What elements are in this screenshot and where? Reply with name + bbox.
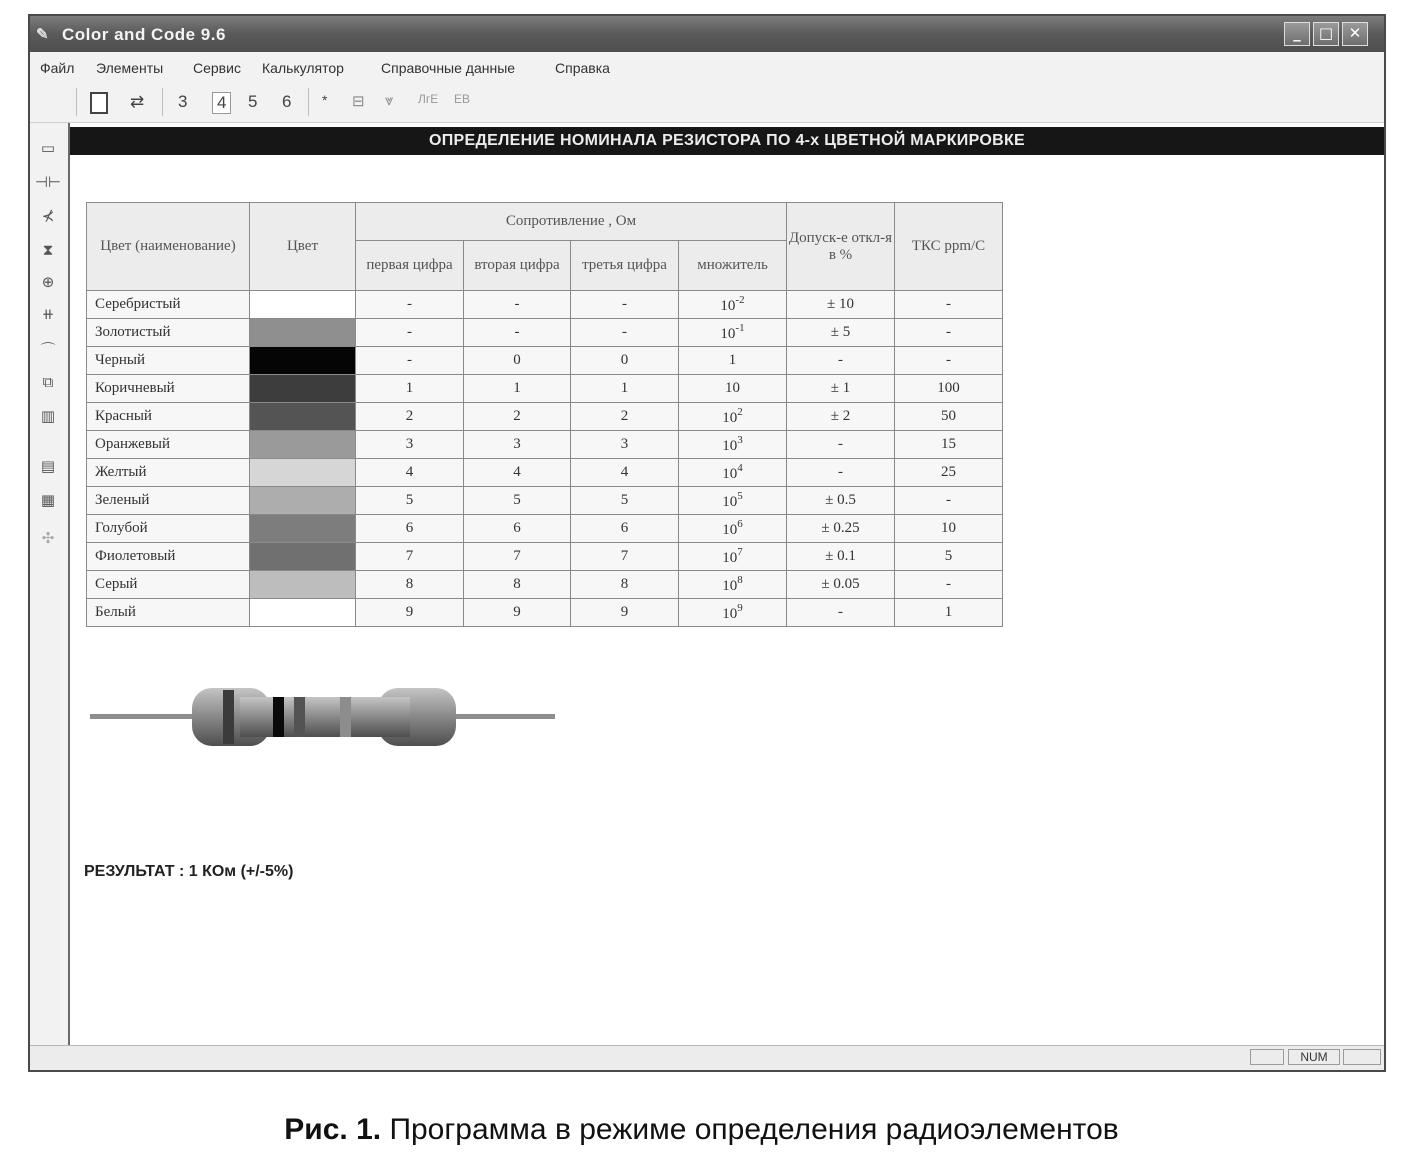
cell-color-swatch: [250, 515, 356, 543]
multiplier-base: 10: [722, 550, 738, 566]
app-window: [28, 14, 1386, 1072]
cell-color-swatch: [250, 459, 356, 487]
cell-tolerance: ± 0.25: [787, 515, 895, 543]
cell-tcr: -: [895, 571, 1003, 599]
transistor-tool-icon[interactable]: ⊀: [41, 207, 55, 225]
cell-tolerance: -: [787, 431, 895, 459]
status-bar: [30, 1045, 1384, 1070]
color-code-rows: [87, 291, 1003, 627]
multiplier-exponent: -1: [735, 322, 745, 334]
cell-tolerance: -: [787, 599, 895, 627]
multiplier-exponent: 7: [737, 546, 743, 558]
cell-multiplier: [679, 515, 787, 543]
toolbar-separator: [76, 88, 77, 116]
cell-tolerance: ± 0.1: [787, 543, 895, 571]
cell-second-digit: 7: [464, 543, 571, 571]
table-row: [87, 599, 1003, 627]
cell-third-digit: 2: [571, 403, 679, 431]
cell-third-digit: 0: [571, 347, 679, 375]
settings-tool-icon[interactable]: ✣: [41, 529, 55, 547]
header-second-digit: вторая цифра: [464, 241, 571, 291]
cell-color-swatch: [250, 431, 356, 459]
cell-tcr: 100: [895, 375, 1003, 403]
cell-color-name: Зеленый: [87, 487, 250, 515]
cell-first-digit: 4: [356, 459, 464, 487]
menu-bar: [30, 52, 1384, 82]
table-row: [87, 319, 1003, 347]
cell-first-digit: 9: [356, 599, 464, 627]
cell-color-name: Черный: [87, 347, 250, 375]
cell-multiplier: [679, 403, 787, 431]
cell-multiplier: [679, 319, 787, 347]
menu-service[interactable]: Сервис: [193, 60, 241, 76]
cell-tcr: -: [895, 291, 1003, 319]
cell-first-digit: 3: [356, 431, 464, 459]
cell-color-swatch: [250, 599, 356, 627]
multiplier-base: 10: [722, 466, 738, 482]
cell-second-digit: 3: [464, 431, 571, 459]
cell-multiplier: [679, 571, 787, 599]
cell-color-swatch: [250, 319, 356, 347]
resistor-body: [240, 697, 410, 737]
multiplier-base: 10: [722, 578, 738, 594]
app-icon: ✎: [36, 26, 49, 43]
multiplier-base: 10: [720, 326, 736, 342]
cell-third-digit: 8: [571, 571, 679, 599]
cell-third-digit: 9: [571, 599, 679, 627]
cell-tolerance: ± 1: [787, 375, 895, 403]
cell-tcr: 50: [895, 403, 1003, 431]
cell-multiplier: [679, 347, 787, 375]
window-title: Color and Code 9.6: [62, 25, 226, 44]
menu-elements[interactable]: Элементы: [96, 60, 164, 76]
zener-tool-icon[interactable]: ⊕: [41, 273, 55, 291]
cell-color-swatch: [250, 403, 356, 431]
cell-third-digit: -: [571, 319, 679, 347]
band-3-button[interactable]: 3: [178, 92, 188, 111]
cell-multiplier: [679, 599, 787, 627]
table-row: [87, 571, 1003, 599]
header-tolerance: Допуск-е откл-я в %: [787, 203, 895, 291]
status-panel-blank: [1343, 1049, 1381, 1065]
band-4-button[interactable]: 4: [212, 92, 231, 114]
inductor-icon[interactable]: ⩔: [385, 92, 394, 109]
cell-tolerance: -: [787, 459, 895, 487]
new-document-icon[interactable]: [90, 92, 108, 114]
cell-color-swatch: [250, 571, 356, 599]
cell-first-digit: -: [356, 291, 464, 319]
cell-tolerance: ± 0.05: [787, 571, 895, 599]
maximize-button[interactable]: □: [1313, 22, 1339, 46]
cell-tcr: 25: [895, 459, 1003, 487]
cell-tcr: 10: [895, 515, 1003, 543]
cell-first-digit: 7: [356, 543, 464, 571]
cell-multiplier: [679, 431, 787, 459]
multiplier-base: 10: [720, 298, 736, 314]
toolbar-separator: [162, 88, 163, 116]
multiplier-exponent: 4: [737, 462, 743, 474]
cell-multiplier: [679, 543, 787, 571]
table-row: [87, 543, 1003, 571]
multiplier-base: 10: [722, 606, 738, 622]
resistor-illustration: [90, 680, 560, 752]
multiplier-exponent: 3: [737, 434, 743, 446]
table-row: [87, 291, 1003, 319]
cell-second-digit: 4: [464, 459, 571, 487]
cell-color-swatch: [250, 347, 356, 375]
caption-label: Рис. 1.: [284, 1113, 382, 1146]
cell-third-digit: -: [571, 291, 679, 319]
color-code-table: [86, 202, 1003, 627]
multiplier-exponent: 2: [737, 406, 743, 418]
cell-first-digit: 5: [356, 487, 464, 515]
cell-third-digit: 5: [571, 487, 679, 515]
cell-third-digit: 1: [571, 375, 679, 403]
band-5-button[interactable]: 5: [248, 92, 258, 111]
resistor-band-4: [340, 697, 351, 737]
cell-color-name: Желтый: [87, 459, 250, 487]
table-row: [87, 375, 1003, 403]
smd-button[interactable]: ЛгЕ: [418, 92, 439, 106]
table-row: [87, 431, 1003, 459]
multiplier-base: 1: [728, 352, 737, 368]
cell-tcr: -: [895, 347, 1003, 375]
header-third-digit: третья цифра: [571, 241, 679, 291]
header-multiplier: множитель: [679, 241, 787, 291]
resistor-band-1: [223, 690, 234, 744]
cell-second-digit: 5: [464, 487, 571, 515]
cell-multiplier: [679, 487, 787, 515]
toolbar: [30, 82, 1384, 123]
book-tool-icon[interactable]: ▥: [40, 407, 56, 425]
eb-button[interactable]: ЕВ: [454, 92, 471, 106]
mode-banner: ОПРЕДЕЛЕНИЕ НОМИНАЛА РЕЗИСТОРА ПО 4-х ЦВЕТНОЙ МАРКИРОВКЕ: [70, 127, 1384, 155]
header-first-digit: первая цифра: [356, 241, 464, 291]
cell-third-digit: 3: [571, 431, 679, 459]
cell-first-digit: 8: [356, 571, 464, 599]
cell-second-digit: 9: [464, 599, 571, 627]
cell-multiplier: [679, 375, 787, 403]
cell-tcr: 1: [895, 599, 1003, 627]
minimize-button[interactable]: _: [1284, 22, 1310, 46]
cell-first-digit: 1: [356, 375, 464, 403]
table-row: [87, 403, 1003, 431]
cell-tolerance: ± 10: [787, 291, 895, 319]
cell-color-swatch: [250, 543, 356, 571]
cell-tolerance: ± 5: [787, 319, 895, 347]
cell-second-digit: 1: [464, 375, 571, 403]
multiplier-base: 10: [722, 438, 738, 454]
cell-second-digit: 8: [464, 571, 571, 599]
cell-second-digit: -: [464, 319, 571, 347]
multiplier-base: 10: [722, 410, 738, 426]
cell-color-name: Серый: [87, 571, 250, 599]
capacitor-tool-icon[interactable]: ⊣⊢: [34, 173, 62, 191]
cell-color-name: Белый: [87, 599, 250, 627]
cell-color-name: Золотистый: [87, 319, 250, 347]
cell-tcr: 5: [895, 543, 1003, 571]
cell-color-swatch: [250, 487, 356, 515]
table-row: [87, 459, 1003, 487]
capacitor-icon[interactable]: ⊟: [352, 93, 365, 110]
toolbar-separator: [308, 88, 309, 116]
diode-tool-icon[interactable]: ⧗: [42, 241, 54, 259]
multiplier-exponent: -2: [735, 294, 745, 306]
figure-caption: [0, 1113, 1403, 1147]
cell-second-digit: -: [464, 291, 571, 319]
resistor-tool-icon[interactable]: ▭: [40, 139, 56, 157]
cell-tcr: 15: [895, 431, 1003, 459]
cell-third-digit: 7: [571, 543, 679, 571]
main-content: [70, 123, 1384, 1048]
multiplier-exponent: 8: [737, 574, 743, 586]
header-color: Цвет: [250, 203, 356, 291]
multiplier-exponent: 5: [737, 490, 743, 502]
cell-multiplier: [679, 291, 787, 319]
cell-color-name: Оранжевый: [87, 431, 250, 459]
chip-tool-icon[interactable]: ⧉: [42, 373, 54, 391]
cell-third-digit: 4: [571, 459, 679, 487]
table-row: [87, 347, 1003, 375]
header-resistance: Сопротивление , Ом: [356, 203, 787, 241]
result-text: РЕЗУЛЬТАТ : 1 КОм (+/-5%): [84, 863, 294, 880]
element-sidebar: [30, 123, 70, 1048]
multiplier-base: 10: [722, 522, 738, 538]
calc-tool-icon[interactable]: ▤: [40, 457, 56, 475]
table-row: [87, 515, 1003, 543]
cell-color-swatch: [250, 291, 356, 319]
resistor-band-2: [273, 697, 284, 737]
cell-color-name: Коричневый: [87, 375, 250, 403]
band-6-button[interactable]: 6: [282, 92, 292, 111]
cell-second-digit: 0: [464, 347, 571, 375]
table-row: [87, 487, 1003, 515]
cell-multiplier: [679, 459, 787, 487]
menu-reference[interactable]: Справочные данные: [381, 60, 516, 76]
cell-second-digit: 6: [464, 515, 571, 543]
cell-first-digit: -: [356, 347, 464, 375]
cell-tolerance: ± 2: [787, 403, 895, 431]
cell-first-digit: 2: [356, 403, 464, 431]
cell-tcr: -: [895, 319, 1003, 347]
cell-tolerance: -: [787, 347, 895, 375]
cell-color-name: Серебристый: [87, 291, 250, 319]
title-bar: [30, 16, 1384, 52]
menu-help[interactable]: Справка: [555, 60, 610, 76]
close-button[interactable]: ✕: [1342, 22, 1368, 46]
cell-color-name: Красный: [87, 403, 250, 431]
cell-second-digit: 2: [464, 403, 571, 431]
menu-file[interactable]: Файл: [40, 60, 75, 76]
cell-color-name: Голубой: [87, 515, 250, 543]
cell-third-digit: 6: [571, 515, 679, 543]
inductor-tool-icon[interactable]: ⌒: [40, 341, 56, 359]
header-color-name: Цвет (наименование): [87, 203, 250, 291]
fuse-tool-icon[interactable]: ⧺: [41, 305, 55, 323]
table-tool-icon[interactable]: ▦: [40, 491, 56, 509]
multiplier-base: 10: [722, 494, 738, 510]
caption-text: Программа в режиме определения радиоэлементов: [389, 1113, 1119, 1146]
multiplier-base: 10: [725, 380, 740, 396]
cell-first-digit: -: [356, 319, 464, 347]
status-num: NUM: [1288, 1049, 1340, 1065]
multiplier-exponent: 9: [737, 602, 743, 614]
swap-icon[interactable]: ⇄: [130, 92, 145, 111]
resistor-band-3: [294, 697, 305, 737]
cell-color-swatch: [250, 375, 356, 403]
menu-calculator[interactable]: Калькулятор: [262, 60, 344, 76]
cell-tolerance: ± 0.5: [787, 487, 895, 515]
status-panel-blank: [1250, 1049, 1284, 1065]
cell-first-digit: 6: [356, 515, 464, 543]
header-tcr: ТКС ppm/C: [895, 203, 1003, 291]
multiplier-exponent: 6: [737, 518, 743, 530]
asterisk-button[interactable]: *: [322, 92, 328, 108]
cell-tcr: -: [895, 487, 1003, 515]
cell-color-name: Фиолетовый: [87, 543, 250, 571]
